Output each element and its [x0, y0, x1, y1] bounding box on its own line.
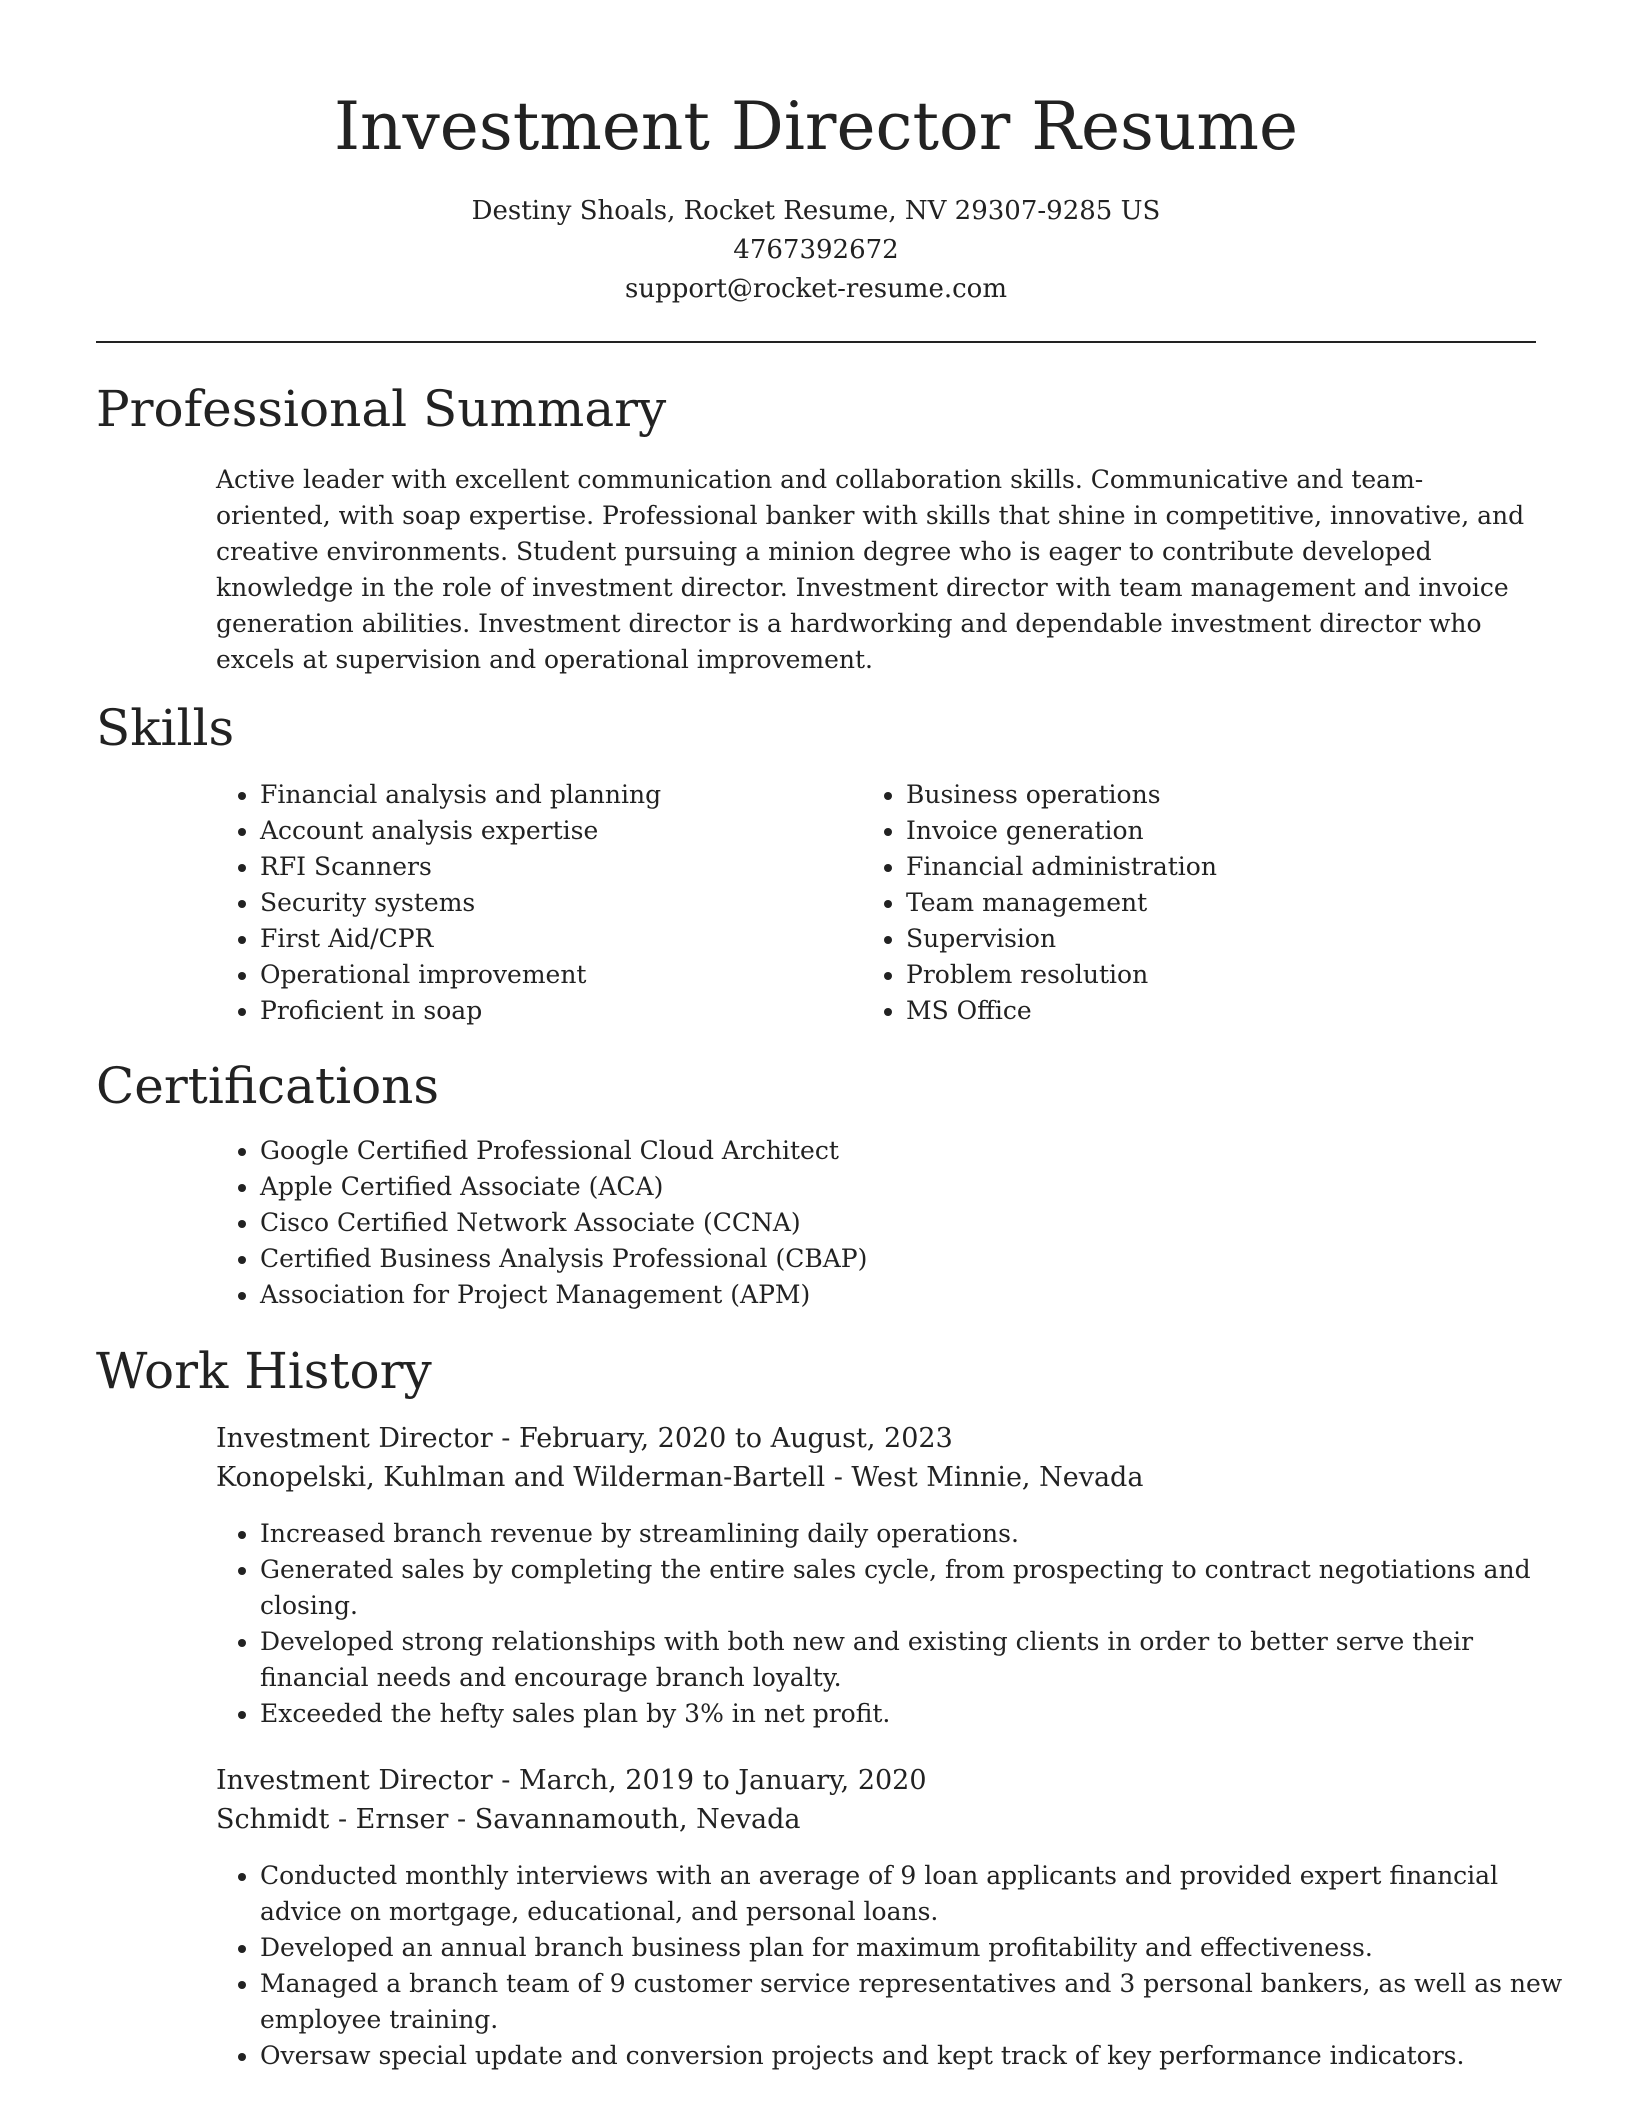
job-bullet: • Generated sales by completing the entire sales cycle, from prospecting to contract negotiations and closing.	[260, 1552, 1580, 1624]
header-divider	[96, 341, 1536, 343]
job-bullet: • Developed an annual branch business plan for maximum profitability and effectiveness.	[260, 1930, 1580, 1966]
certifications-list	[216, 1133, 1580, 1313]
contact-block	[0, 192, 1632, 309]
job-bullet: • Developed strong relationships with both new and existing clients in order to better serve their financial needs and encourage branch loyalty.	[260, 1624, 1580, 1696]
skill-item: • Financial analysis and planning	[260, 777, 820, 813]
summary-text: Active leader with excellent communication and collaboration skills. Communicative and team-oriented, with soap expertise. Professional banker with skills that shine in competitive, innovative, and creative environments. Student pursuing a minion degree who is eager to contribute developed knowledge in the role of investment director. Investment director with team management and invoice generation abilities. Investment director is a hardworking and dependable investment director who excels at supervision and operational improvement.	[216, 465, 1525, 674]
skills-list-right	[862, 777, 1506, 1029]
skill-item: • Problem resolution	[906, 957, 1506, 993]
skill-item: • Account analysis expertise	[260, 813, 820, 849]
skill-item: • Financial administration	[906, 849, 1506, 885]
job-bullet: • Conducted monthly interviews with an average of 9 loan applicants and provided expert financial advice on mortgage, educational, and personal loans.	[260, 1858, 1580, 1930]
skill-item: • Business operations	[906, 777, 1506, 813]
job-bullets	[216, 1858, 1580, 2074]
certification-item: • Apple Certified Associate (ACA)	[260, 1169, 1580, 1205]
contact-address: Destiny Shoals, Rocket Resume, NV 29307-9285 US	[471, 196, 1161, 226]
skill-item: • First Aid/CPR	[260, 921, 820, 957]
certification-item: • Google Certified Professional Cloud Architect	[260, 1133, 1580, 1169]
skill-item: • MS Office	[906, 993, 1506, 1029]
job-company-line: Schmidt - Ernser - Savannamouth, Nevada	[216, 1804, 801, 1835]
job-title-line: Investment Director - March, 2019 to January, 2020	[216, 1765, 927, 1796]
certification-item: • Association for Project Management (APM)	[260, 1277, 1580, 1313]
summary-heading: Professional Summary	[96, 380, 667, 438]
job-bullet: • Increased branch revenue by streamlining daily operations.	[260, 1516, 1580, 1552]
job-company-line: Konopelski, Kuhlman and Wilderman-Bartell - West Minnie, Nevada	[216, 1462, 1144, 1493]
work-history-heading: Work History	[96, 1342, 432, 1400]
skill-item: • RFI Scanners	[260, 849, 820, 885]
certifications-heading: Certifications	[96, 1057, 440, 1115]
job-bullet: • Exceeded the hefty sales plan by 3% in net profit.	[260, 1696, 1580, 1732]
skills-list-left	[216, 777, 820, 1029]
resume-title: Investment Director Resume	[333, 88, 1299, 165]
skill-item: • Supervision	[906, 921, 1506, 957]
certification-item: • Cisco Certified Network Associate (CCNA)	[260, 1205, 1580, 1241]
job-title-line: Investment Director - February, 2020 to August, 2023	[216, 1423, 953, 1454]
skill-item: • Team management	[906, 885, 1506, 921]
job-bullet: • Managed a branch team of 9 customer service representatives and 3 personal bankers, as well as new employee training.	[260, 1966, 1580, 2038]
skill-item: • Invoice generation	[906, 813, 1506, 849]
job-bullet: • Oversaw special update and conversion projects and kept track of key performance indicators.	[260, 2038, 1580, 2074]
contact-email: support@rocket-resume.com	[624, 274, 1007, 304]
certification-item: • Certified Business Analysis Professional (CBAP)	[260, 1241, 1580, 1277]
job-bullets	[216, 1516, 1580, 1732]
skill-item: • Proficient in soap	[260, 993, 820, 1029]
skill-item: • Operational improvement	[260, 957, 820, 993]
contact-phone: 4767392672	[733, 235, 899, 265]
skill-item: • Security systems	[260, 885, 820, 921]
skills-heading: Skills	[96, 699, 235, 757]
